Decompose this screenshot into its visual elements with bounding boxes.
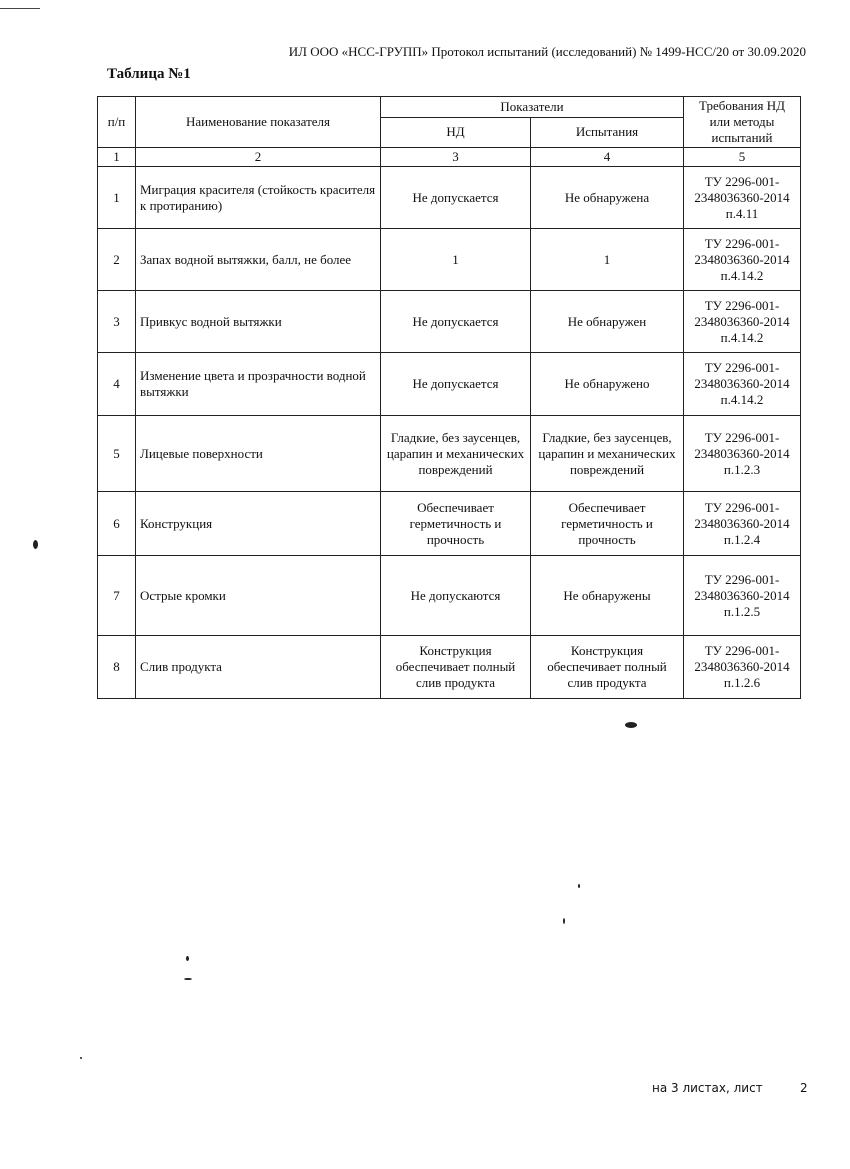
requirements-cell	[684, 167, 801, 229]
indicator-name-cell: Острые кромки	[136, 556, 381, 636]
requirement-clause: п.1.2.6	[723, 675, 761, 690]
test-result-cell: Конструкция обеспечивает полный слив продукта	[531, 636, 684, 699]
requirement-clause: п.4.14.2	[720, 392, 764, 407]
header-row-top	[98, 97, 801, 118]
document-header: ИЛ ООО «НСС-ГРУПП» Протокол испытаний (исследований) № 1499-НСС/20 от 30.09.2020	[288, 44, 806, 59]
test-result-cell: Не обнаружен	[531, 291, 684, 353]
indicator-name-cell: Привкус водной вытяжки	[136, 291, 381, 353]
table-row	[98, 229, 801, 291]
row-number-cell: 1	[98, 167, 136, 229]
requirement-document: ТУ 2296-001-2348036360-2014	[694, 297, 790, 329]
header-test: Испытания	[531, 117, 684, 147]
nd-value-cell: Не допускается	[381, 291, 531, 353]
row-number-cell: 5	[98, 416, 136, 492]
row-number-cell: 6	[98, 492, 136, 556]
test-result-cell: Не обнаружена	[531, 167, 684, 229]
table-row	[98, 167, 801, 229]
requirement-document: ТУ 2296-001-2348036360-2014	[694, 429, 790, 461]
row-number-cell: 3	[98, 291, 136, 353]
requirement-clause: п.4.14.2	[720, 329, 764, 345]
nd-value-cell: 1	[381, 229, 531, 291]
requirement-document: ТУ 2296-001-2348036360-2014	[694, 571, 790, 603]
table-row	[98, 492, 801, 556]
column-number: 4	[531, 148, 684, 167]
indicator-name-cell: Миграция красителя (стойкость красителя к протиранию)	[136, 167, 381, 229]
nd-value-cell: Обеспечивает герметичность и прочность	[381, 492, 531, 556]
scan-speck	[578, 884, 580, 888]
requirements-cell	[684, 416, 801, 492]
scan-speck	[186, 956, 189, 961]
table-row	[98, 556, 801, 636]
requirements-cell	[684, 636, 801, 699]
requirement-clause: п.4.14.2	[720, 267, 764, 283]
test-result-cell: Не обнаружены	[531, 556, 684, 636]
header-name: Наименование показателя	[136, 97, 381, 148]
indicator-name-cell: Изменение цвета и прозрачности водной вытяжки	[136, 353, 381, 416]
requirement-clause: п.1.2.4	[723, 531, 761, 547]
requirement-document: ТУ 2296-001-2348036360-2014	[694, 173, 790, 205]
table-row	[98, 291, 801, 353]
requirement-document: ТУ 2296-001-2348036360-2014	[694, 360, 790, 391]
requirement-document: ТУ 2296-001-2348036360-2014	[694, 643, 790, 674]
column-number-row	[98, 148, 801, 167]
scan-speck	[563, 918, 565, 924]
requirements-cell	[684, 353, 801, 416]
nd-value-cell: Гладкие, без заусенцев, царапин и механических повреждений	[381, 416, 531, 492]
test-result-cell: Не обнаружено	[531, 353, 684, 416]
row-number-cell: 8	[98, 636, 136, 699]
table-row	[98, 353, 801, 416]
requirement-document: ТУ 2296-001-2348036360-2014	[694, 499, 790, 531]
scan-speck	[184, 978, 192, 980]
header-nd: НД	[381, 117, 531, 147]
row-number-cell: 4	[98, 353, 136, 416]
results-table	[97, 96, 801, 699]
indicator-name-cell: Лицевые поверхности	[136, 416, 381, 492]
nd-value-cell: Не допускается	[381, 353, 531, 416]
header-num: п/п	[98, 97, 136, 148]
scan-edge-line	[0, 8, 40, 9]
requirement-clause: п.4.11	[725, 205, 759, 221]
table-row	[98, 636, 801, 699]
test-result-cell: Обеспечивает герметичность и прочность	[531, 492, 684, 556]
column-number: 5	[684, 148, 801, 167]
indicator-name-cell: Конструкция	[136, 492, 381, 556]
indicator-name-cell: Слив продукта	[136, 636, 381, 699]
table-title: Таблица №1	[107, 66, 191, 82]
requirement-clause: п.1.2.3	[723, 461, 761, 477]
scan-speck	[80, 1057, 82, 1059]
column-number: 2	[136, 148, 381, 167]
scan-speck	[625, 722, 637, 728]
header-indicators: Показатели	[381, 97, 684, 118]
test-result-cell: Гладкие, без заусенцев, царапин и механических повреждений	[531, 416, 684, 492]
footer-sheets-text: на 3 листах, лист	[652, 1081, 763, 1095]
nd-value-cell: Не допускается	[381, 167, 531, 229]
scan-speck	[33, 540, 38, 549]
requirement-document: ТУ 2296-001-2348036360-2014	[694, 235, 790, 267]
row-number-cell: 2	[98, 229, 136, 291]
footer-page-number: 2	[800, 1081, 808, 1095]
requirements-cell	[684, 291, 801, 353]
row-number-cell: 7	[98, 556, 136, 636]
table-row	[98, 416, 801, 492]
column-number: 1	[98, 148, 136, 167]
requirements-cell	[684, 556, 801, 636]
requirement-clause: п.1.2.5	[723, 603, 761, 619]
column-number: 3	[381, 148, 531, 167]
indicator-name-cell: Запах водной вытяжки, балл, не более	[136, 229, 381, 291]
nd-value-cell: Конструкция обеспечивает полный слив продукта	[381, 636, 531, 699]
nd-value-cell: Не допускаются	[381, 556, 531, 636]
header-requirements: Требования НД или методы испытаний	[684, 97, 801, 148]
requirements-cell	[684, 229, 801, 291]
test-result-cell: 1	[531, 229, 684, 291]
requirements-cell	[684, 492, 801, 556]
